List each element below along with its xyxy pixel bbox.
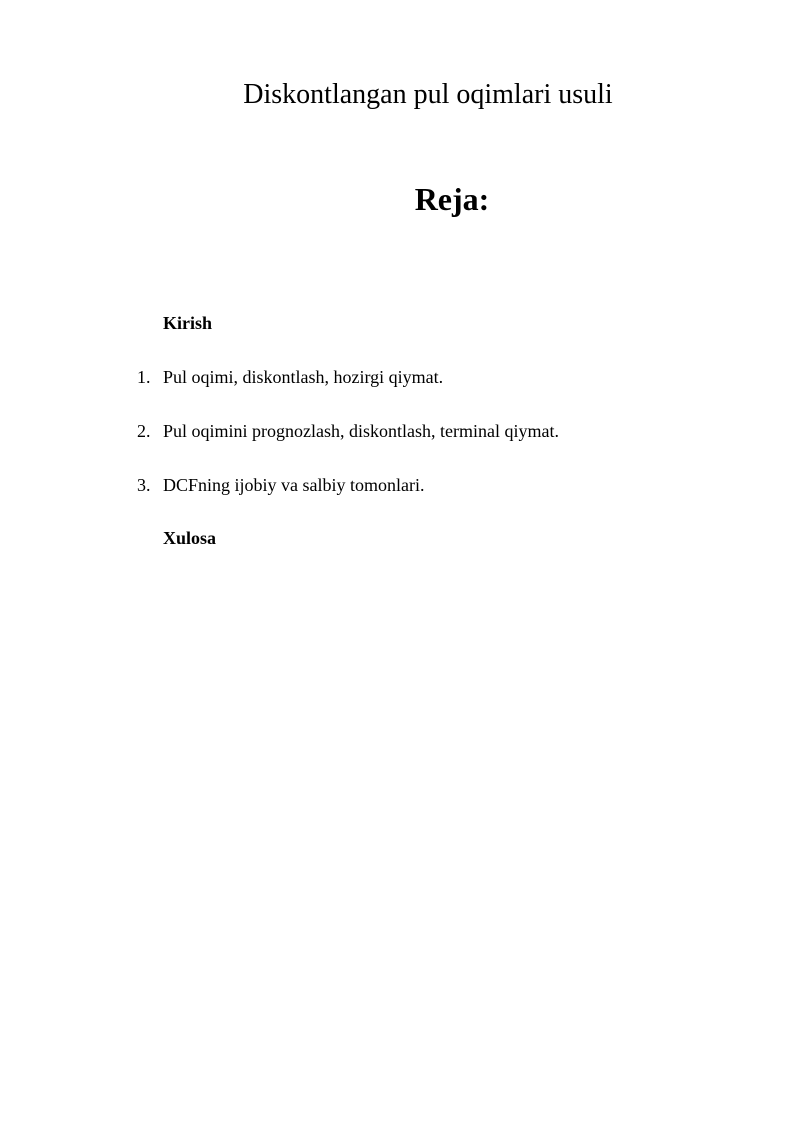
plan-item-text: DCFning ijobiy va salbiy tomonlari. [163, 475, 425, 495]
intro-label: Kirish [163, 313, 213, 333]
plan-heading: Reja: [414, 181, 490, 217]
plan-item-text: Pul oqimini prognozlash, diskontlash, terminal qiymat. [163, 421, 559, 441]
plan-item-text: Pul oqimi, diskontlash, hozirgi qiymat. [163, 367, 444, 387]
plan-item-number: 2. [137, 421, 151, 441]
document-title: Diskontlangan pul oqimlari usuli [243, 79, 613, 110]
conclusion-label: Xulosa [163, 528, 217, 548]
plan-item-number: 1. [137, 367, 151, 387]
plan-item-number: 3. [137, 475, 151, 495]
